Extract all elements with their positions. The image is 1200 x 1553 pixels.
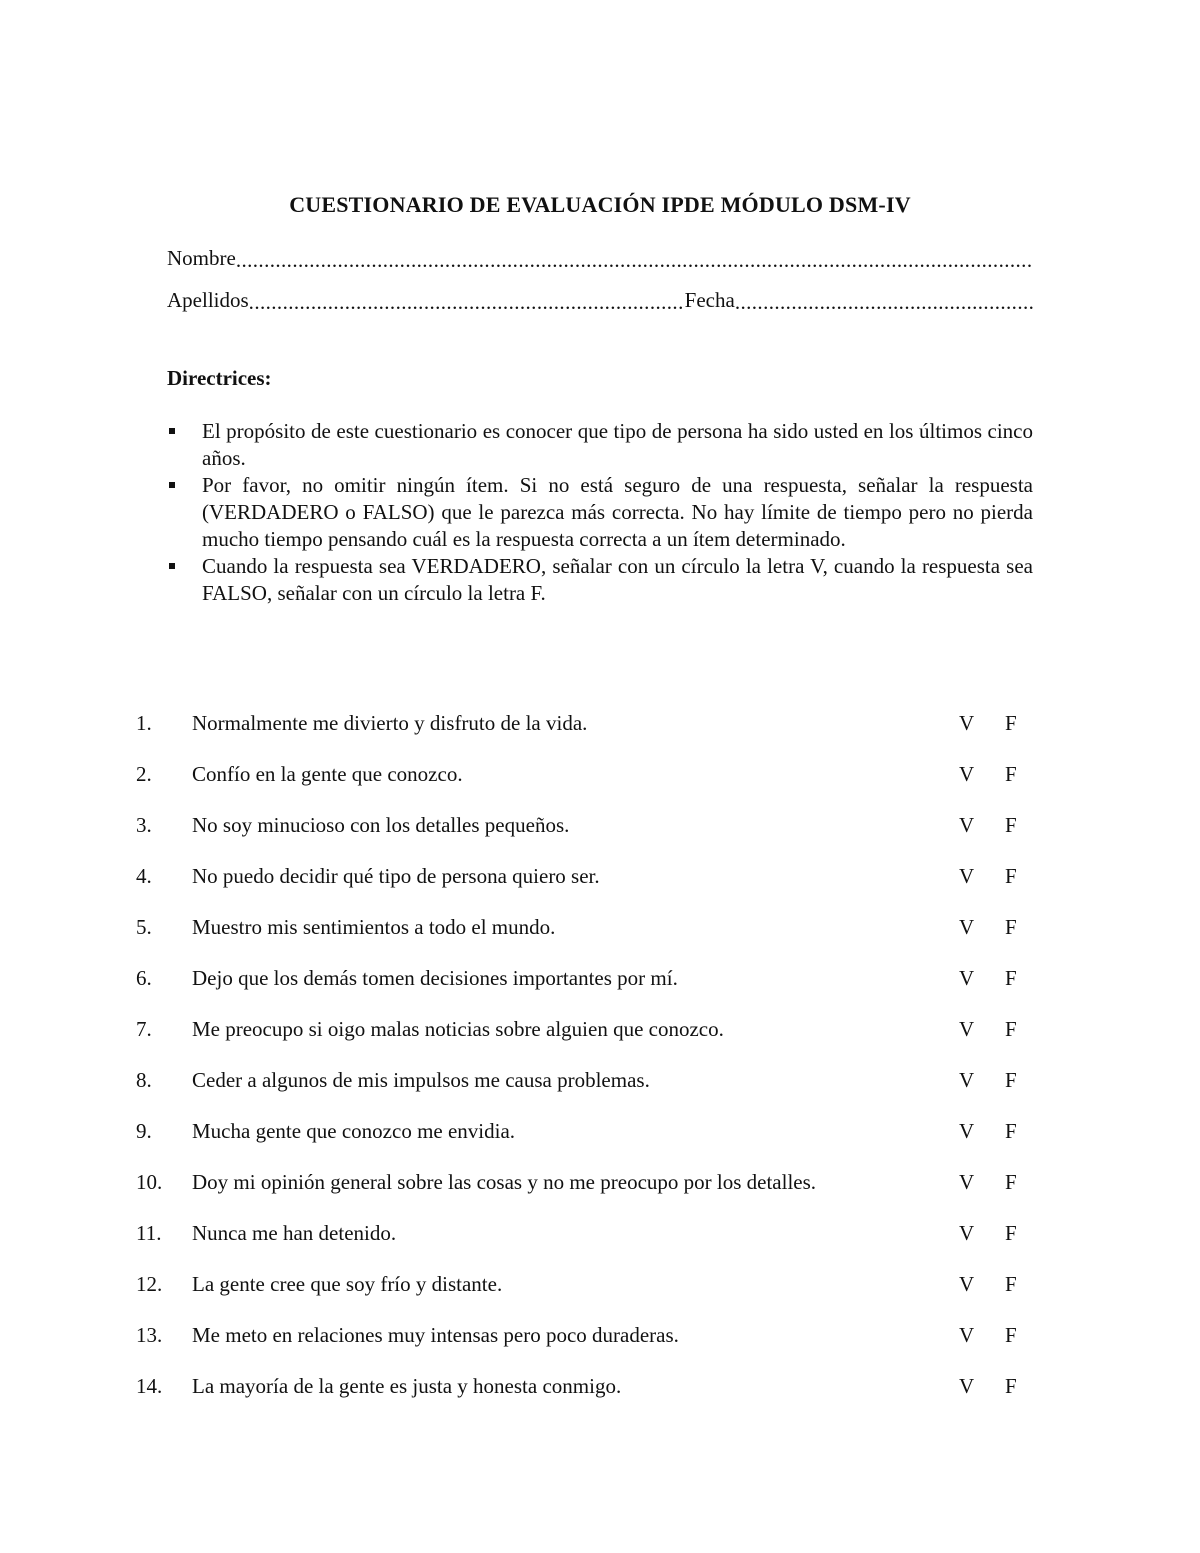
question-number: 8. <box>136 1068 152 1092</box>
question-row <box>0 1119 1200 1170</box>
question-number: 7. <box>136 1017 152 1041</box>
question-number: 1. <box>136 711 152 735</box>
option-v[interactable]: V <box>959 864 975 888</box>
square-bullet-icon <box>169 563 175 569</box>
option-f[interactable]: F <box>1005 762 1017 786</box>
apellidos-label: Apellidos <box>167 288 249 312</box>
question-row <box>0 966 1200 1017</box>
option-f[interactable]: F <box>1005 1272 1017 1296</box>
apellidos-fecha-row <box>167 288 1033 313</box>
question-text: Doy mi opinión general sobre las cosas y no me preocupo por los detalles. <box>192 1170 817 1194</box>
option-v[interactable]: V <box>959 1323 975 1347</box>
question-number: 3. <box>136 813 152 837</box>
questionnaire-items <box>0 711 1200 1425</box>
option-v[interactable]: V <box>959 1221 975 1245</box>
option-f[interactable]: F <box>1005 711 1017 735</box>
question-text: No soy minucioso con los detalles pequeños. <box>192 813 570 837</box>
option-f[interactable]: F <box>1005 1374 1017 1398</box>
square-bullet-icon <box>169 482 175 488</box>
option-v[interactable]: V <box>959 762 975 786</box>
directriz-text: El propósito de este cuestionario es conocer que tipo de persona ha sido usted en los últimos cinco años. <box>202 419 1033 470</box>
option-v[interactable]: V <box>959 966 975 990</box>
option-f[interactable]: F <box>1005 966 1017 990</box>
option-f[interactable]: F <box>1005 1221 1017 1245</box>
option-f[interactable]: F <box>1005 1323 1017 1347</box>
option-f[interactable]: F <box>1005 1017 1017 1041</box>
nombre-dotted-line <box>236 248 1033 273</box>
question-number: 14. <box>136 1374 163 1398</box>
option-f[interactable]: F <box>1005 813 1017 837</box>
option-v[interactable]: V <box>959 915 975 939</box>
option-v[interactable]: V <box>959 1374 975 1398</box>
fecha-label: Fecha <box>684 288 735 312</box>
fecha-dotted-line[interactable] <box>735 290 1033 315</box>
question-number: 9. <box>136 1119 152 1143</box>
document-title: CUESTIONARIO DE EVALUACIÓN IPDE MÓDULO DSM-IV <box>289 192 911 217</box>
question-row <box>0 1221 1200 1272</box>
option-v[interactable]: V <box>959 1119 975 1143</box>
question-text: Me preocupo si oigo malas noticias sobre alguien que conozco. <box>192 1017 724 1041</box>
nombre-field[interactable] <box>167 246 1033 271</box>
question-row <box>0 813 1200 864</box>
question-row <box>0 1170 1200 1221</box>
question-number: 2. <box>136 762 152 786</box>
directriz-text: Cuando la respuesta sea VERDADERO, señalar con un círculo la letra V, cuando la respuesta sea FALSO, señalar con un círculo la letra F. <box>202 554 1033 605</box>
nombre-label: Nombre <box>167 246 236 270</box>
option-f[interactable]: F <box>1005 864 1017 888</box>
question-row <box>0 1323 1200 1374</box>
question-row <box>0 1272 1200 1323</box>
apellidos-dotted-line[interactable] <box>249 290 685 315</box>
question-number: 11. <box>136 1221 162 1245</box>
question-text: Mucha gente que conozco me envidia. <box>192 1119 516 1143</box>
square-bullet-icon <box>169 428 175 434</box>
question-text: Confío en la gente que conozco. <box>192 762 463 786</box>
option-f[interactable]: F <box>1005 1068 1017 1092</box>
question-row <box>0 1017 1200 1068</box>
option-f[interactable]: F <box>1005 915 1017 939</box>
option-f[interactable]: F <box>1005 1170 1017 1194</box>
question-text: Me meto en relaciones muy intensas pero poco duraderas. <box>192 1323 679 1347</box>
directriz-text: Por favor, no omitir ningún ítem. Si no está seguro de una respuesta, señalar la respuesta (VERDADERO o FALSO) que le parezca más correcta. No hay límite de tiempo pero no pierda mucho tiempo pensando cuál es la respuesta correcta a un ítem determinado. <box>202 473 1033 551</box>
question-number: 5. <box>136 915 152 939</box>
question-text: No puedo decidir qué tipo de persona quiero ser. <box>192 864 600 888</box>
question-text: La gente cree que soy frío y distante. <box>192 1272 503 1296</box>
question-number: 4. <box>136 864 152 888</box>
question-text: Ceder a algunos de mis impulsos me causa problemas. <box>192 1068 650 1092</box>
question-text: Muestro mis sentimientos a todo el mundo. <box>192 915 556 939</box>
question-text: La mayoría de la gente es justa y honesta conmigo. <box>192 1374 622 1398</box>
question-text: Dejo que los demás tomen decisiones importantes por mí. <box>192 966 678 990</box>
question-row <box>0 915 1200 966</box>
question-row <box>0 864 1200 915</box>
option-v[interactable]: V <box>959 1017 975 1041</box>
question-text: Nunca me han detenido. <box>192 1221 397 1245</box>
question-number: 6. <box>136 966 152 990</box>
question-number: 12. <box>136 1272 163 1296</box>
question-row <box>0 711 1200 762</box>
question-number: 13. <box>136 1323 163 1347</box>
question-row <box>0 1068 1200 1119</box>
directriz-item <box>167 553 1033 607</box>
option-v[interactable]: V <box>959 711 975 735</box>
question-row <box>0 1374 1200 1425</box>
option-f[interactable]: F <box>1005 1119 1017 1143</box>
option-v[interactable]: V <box>959 1068 975 1092</box>
question-number: 10. <box>136 1170 163 1194</box>
option-v[interactable]: V <box>959 813 975 837</box>
directrices-list <box>167 418 1033 607</box>
question-row <box>0 762 1200 813</box>
directrices-heading: Directrices: <box>167 366 272 390</box>
option-v[interactable]: V <box>959 1170 975 1194</box>
option-v[interactable]: V <box>959 1272 975 1296</box>
directriz-item <box>167 418 1033 472</box>
question-text: Normalmente me divierto y disfruto de la vida. <box>192 711 588 735</box>
directriz-item <box>167 472 1033 553</box>
